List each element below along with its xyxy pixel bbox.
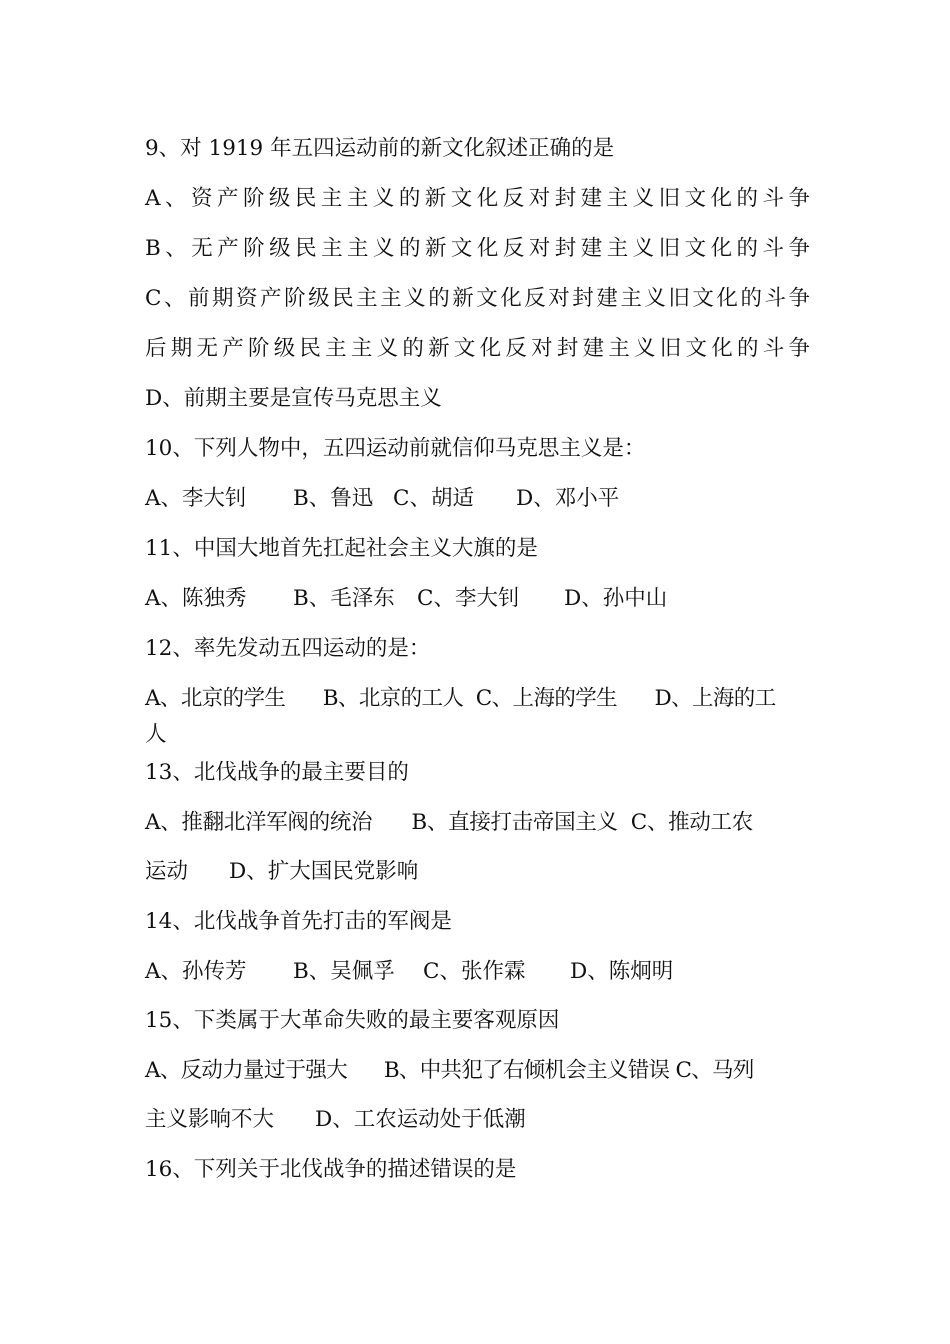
- question-10-option-d: D、邓小平: [516, 486, 620, 511]
- question-13-stem: 13、北伐战争的最主要目的: [145, 760, 409, 785]
- question-9-option-c-line1: C、前期资产阶级民主主义的新文化反对封建主义旧文化的斗争: [145, 286, 810, 311]
- question-14-option-b: B、吴佩孚: [293, 959, 395, 984]
- question-14-stem: 14、北伐战争首先打击的军阀是: [145, 909, 452, 934]
- question-11-option-d: D、孙中山: [564, 586, 668, 611]
- question-9-stem: 9、对 1919 年五四运动前的新文化叙述正确的是: [145, 136, 615, 161]
- question-15-options-line2: 主义影响不大 D、工农运动处于低潮: [145, 1107, 526, 1132]
- question-14-options: [145, 957, 810, 987]
- question-14-option-a: A、孙传芳: [145, 959, 247, 984]
- question-13-options-line1: A、推翻北洋军阀的统治 B、直接打击帝国主义 C、推动工农: [145, 810, 753, 835]
- question-11-options: [145, 584, 810, 614]
- question-11-option-b: B、毛泽东: [293, 586, 395, 611]
- question-12-options-line1: A、北京的学生 B、北京的工人 C、上海的学生 D、上海的工: [145, 686, 776, 711]
- question-11-option-c: C、李大钊: [417, 586, 520, 611]
- question-13-options-line2: 运动 D、扩大国民党影响: [145, 859, 419, 884]
- question-9-option-d: D、前期主要是宣传马克思主义: [145, 386, 442, 411]
- question-12-options-line2: 人: [145, 722, 167, 747]
- question-12-stem: 12、率先发动五四运动的是：: [145, 636, 431, 661]
- question-11-option-a: A、陈独秀: [145, 586, 247, 611]
- question-10-option-c: C、胡适: [393, 486, 474, 511]
- question-15-stem: 15、下类属于大革命失败的最主要客观原因: [145, 1008, 560, 1033]
- question-10-option-b: B、鲁迅: [293, 486, 374, 511]
- question-10-stem: 10、下列人物中，五四运动前就信仰马克思主义是：: [145, 436, 646, 461]
- question-15-options-line1: A、反动力量过于强大 B、中共犯了右倾机会主义错误 C、马列: [145, 1058, 754, 1083]
- question-14-option-d: D、陈炯明: [570, 959, 674, 984]
- question-16-stem: 16、下列关于北伐战争的描述错误的是: [145, 1157, 517, 1182]
- question-9-option-b: B、无产阶级民主主义的新文化反对封建主义旧文化的斗争: [145, 236, 810, 261]
- question-11-stem: 11、中国大地首先扛起社会主义大旗的是: [145, 536, 538, 561]
- question-10-option-a: A、李大钊: [145, 486, 247, 511]
- question-9-option-a: A、资产阶级民主主义的新文化反对封建主义旧文化的斗争: [145, 186, 810, 211]
- question-9-option-c-line2: 后期无产阶级民主主义的新文化反对封建主义旧文化的斗争: [145, 336, 810, 361]
- question-14-option-c: C、张作霖: [423, 959, 526, 984]
- question-10-options: [145, 484, 810, 514]
